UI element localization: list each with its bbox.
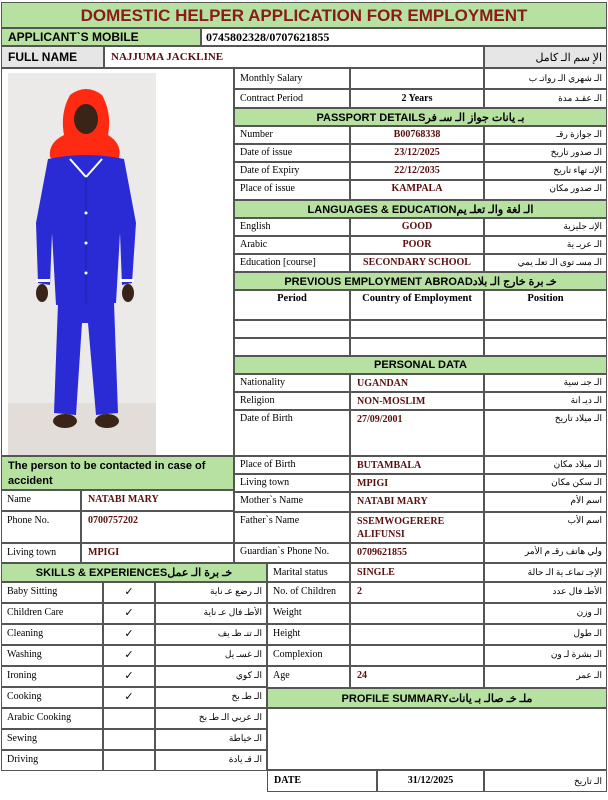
date-label-cell [267,770,377,792]
personal-value-cell [350,512,484,543]
skill-tick-cell [103,750,155,771]
personal-ar-cell [484,512,607,543]
full-name-label-cell [1,46,104,68]
skill-ar: الـ خياطة [228,733,262,743]
status-ar: الـ عمر [576,670,602,680]
passport-value-cell [350,126,484,144]
personal-value: NATABI MARY [357,496,428,507]
skill-label-cell [1,645,103,666]
skill-ar: الـ رضع عـ ناية [210,586,262,596]
skill-ar-cell [155,645,267,666]
contact-label-cell [1,490,81,511]
passport-label-cell [234,162,350,180]
skills-title: SKILLS & EXPERIENCESخـ برة الـ عمل [35,567,233,579]
skill-ar-cell [155,666,267,687]
skill-tick-cell [103,645,155,666]
contract-value-cell [350,89,484,108]
skill-ar-cell [155,708,267,729]
status-ar-cell [484,563,607,582]
languages-header [234,200,607,218]
contact-value: NATABI MARY [88,494,159,505]
skill-tick-cell [103,624,155,645]
page-title: DOMESTIC HELPER APPLICATION FOR EMPLOYMENT [80,6,528,25]
mobile-value-cell [201,28,607,46]
personal-value-cell [350,456,484,474]
languages-label-cell [234,218,350,236]
personal-label-cell [234,492,350,512]
personal-label: Mother`s Name [240,495,304,506]
skill-ar-cell [155,603,267,624]
personal-label: Father`s Name [240,515,300,526]
status-ar-cell [484,645,607,666]
date-label: DATE [274,775,302,786]
personal-value-cell [350,374,484,392]
passport-value-cell [350,144,484,162]
contact-label: Phone No. [7,515,50,526]
skill-label: Children Care [7,607,64,618]
status-value-cell [350,645,484,666]
personal-value: NON-MOSLIM [357,396,426,407]
contact-value-cell [81,543,234,563]
personal-label-cell [234,456,350,474]
skill-ar-cell [155,729,267,750]
full-name-label: FULL NAME [8,50,78,64]
status-ar-cell [484,624,607,645]
contact-value-cell [81,490,234,511]
previous-country-header [350,290,484,320]
skill-ar-cell [155,582,267,603]
check-icon: ✓ [124,607,134,619]
previous-title: PREVIOUS EMPLOYMENT ABROADخـ برة خارج الـ بلاد [284,276,557,288]
contract-ar-cell [484,89,607,108]
contact-value: 0700757202 [88,515,138,526]
personal-label-cell [234,512,350,543]
skill-label: Driving [7,754,39,765]
skill-ar: الـ كوي [235,670,262,680]
previous-header [234,272,607,290]
status-ar: الأطـ فال عدد [552,586,602,596]
skill-ar: الـ غسـ يل [224,649,262,659]
passport-title-ar: بـ يانات جواز الـ سـ فر [425,112,525,124]
personal-label-cell [234,410,350,456]
personal-value-cell [350,543,484,563]
status-label-cell [267,603,350,624]
position-heading: Position [527,293,564,304]
status-label-cell [267,563,350,582]
status-ar-cell [484,603,607,624]
skill-label-cell [1,708,103,729]
contact-label: Name [7,494,31,505]
status-ar-cell [484,582,607,603]
personal-label: Place of Birth [240,459,296,470]
contract-label-cell [234,89,350,108]
personal-ar-cell [484,474,607,492]
personal-ar-cell [484,543,607,563]
status-ar: الـ بشرة لـ ون [550,649,602,659]
passport-ar: الـ صدور مكان [549,183,602,193]
personal-value: 27/09/2001 [357,414,403,425]
skill-label-cell [1,729,103,750]
skill-label: Ironing [7,670,37,681]
languages-value-cell [350,254,484,272]
personal-ar-cell [484,392,607,410]
personal-value-cell [350,392,484,410]
previous-empty-cell [484,338,607,356]
languages-value: GOOD [401,221,433,232]
personal-ar-cell [484,456,607,474]
skills-header [1,563,267,582]
skill-ar: الأطـ فال عـ ناية [203,607,262,617]
passport-label-cell [234,180,350,200]
passport-title: PASSPORT DETAILSبـ يانات جواز الـ سـ فر [316,112,525,124]
skill-ar: الـ قـ يادة [228,754,262,764]
personal-value: 0709621855 [357,547,407,558]
personal-label: Nationality [240,377,285,388]
passport-label: Number [240,129,273,140]
skill-tick-cell [103,603,155,624]
contact-value: MPIGI [88,547,120,558]
full-name-value-cell [104,46,484,68]
skill-label: Arabic Cooking [7,712,72,723]
passport-label: Date of Expiry [240,165,300,176]
personal-value: MPIGI [357,478,389,489]
passport-ar-cell [484,126,607,144]
passport-label: Place of issue [240,183,295,194]
languages-value: POOR [402,239,432,250]
contact-value-cell [81,511,234,543]
skill-label: Sewing [7,733,37,744]
check-icon: ✓ [124,691,134,703]
personal-ar-cell [484,410,607,456]
personal-ar: الـ ديـ انة [570,395,602,405]
personal-ar-cell [484,492,607,512]
status-ar-cell [484,666,607,688]
languages-title-ar: الـ لغة والـ تعلـ يم [456,204,534,216]
personal-value: SSEMWOGERERE ALIFUNSI [357,516,445,540]
date-ar: الـ تاريخ [573,776,602,786]
check-icon: ✓ [124,628,134,640]
status-label: Age [273,670,290,681]
title-bar [1,2,607,28]
check-icon: ✓ [124,670,134,682]
passport-ar-cell [484,162,607,180]
full-name-ar-cell [484,46,607,68]
languages-ar-cell [484,254,607,272]
profile-summary-body [267,708,607,770]
personal-ar: الـ جنـ سية [563,377,602,387]
skill-label: Cleaning [7,628,44,639]
check-icon: ✓ [124,586,134,598]
status-ar: الإجـ تماعـ ية الـ حالة [527,567,602,577]
skill-label: Washing [7,649,42,660]
contact-label-cell [1,543,81,563]
status-label: Complexion [273,649,323,660]
status-value-cell [350,563,484,582]
languages-ar-cell [484,236,607,254]
languages-ar: الإنـ جليزية [563,221,602,231]
skill-label: Baby Sitting [7,586,58,597]
salary-value-cell [350,68,484,89]
passport-ar-cell [484,144,607,162]
contract-value: 2 Years [401,93,433,104]
previous-empty-cell [350,338,484,356]
status-label: No. of Children [273,586,337,597]
date-value-cell [377,770,484,792]
skill-label-cell [1,624,103,645]
personal-label-cell [234,392,350,410]
personal-ar-cell [484,374,607,392]
languages-ar-cell [484,218,607,236]
passport-label-cell [234,144,350,162]
personal-label: Date of Birth [240,413,293,424]
previous-empty-cell [234,338,350,356]
skill-label: Cooking [7,691,42,702]
personal-ar: الـ سكن مكان [551,477,602,487]
skill-ar-cell [155,750,267,771]
languages-ar: الـ مسـ توى الـ تعلـ يمي [517,257,602,267]
previous-empty-cell [234,320,350,338]
personal-ar: الـ ميلاد مكان [553,459,602,469]
previous-period-header [234,290,350,320]
skill-ar-cell [155,687,267,708]
contract-label: Contract Period [240,93,304,104]
skill-tick-cell [103,666,155,687]
passport-value: KAMPALA [391,183,443,194]
status-value: 2 [357,586,362,597]
salary-ar: الـ شهري الـ رواتـ ب [528,73,602,83]
languages-title: LANGUAGES & EDUCATIONالـ لغة والـ تعلـ يم [307,204,534,216]
date-value: 31/12/2025 [407,775,454,786]
status-value: 24 [357,670,367,681]
contact-label: Living town [7,547,57,558]
salary-label-cell [234,68,350,89]
skill-ar-cell [155,624,267,645]
contact-title: The person to be contacted in case of accident [8,460,206,487]
personal-title: PERSONAL DATA [374,359,467,371]
check-icon: ✓ [124,649,134,661]
status-label-cell [267,666,350,688]
photo-cell [1,68,234,456]
personal-label-cell [234,543,350,563]
previous-empty-cell [350,320,484,338]
period-heading: Period [277,293,307,304]
passport-ar-cell [484,180,607,200]
passport-value: 22/12/2035 [394,165,440,176]
skills-title-ar: خـ برة الـ عمل [167,567,233,579]
previous-position-header [484,290,607,320]
passport-value: B00768338 [393,129,441,140]
contract-ar: الـ عقـد مدة [558,93,602,103]
profile-header [267,688,607,708]
mobile-value: 0745802328/0707621855 [206,30,330,44]
contact-label-cell [1,511,81,543]
full-name-value: NAJJUMA JACKLINE [111,51,224,63]
mobile-label-cell [1,28,201,46]
skill-label-cell [1,687,103,708]
status-label-cell [267,582,350,603]
personal-label: Guardian`s Phone No. [240,546,330,557]
skill-label-cell [1,582,103,603]
personal-label-cell [234,474,350,492]
status-value-cell [350,603,484,624]
personal-ar: الـ ميلاد تاريخ [554,413,602,423]
personal-ar: ولي هاتف رقـ م الأمر [524,546,602,556]
languages-value: SECONDARY SCHOOL [363,257,471,268]
passport-header [234,108,607,126]
status-label: Marital status [273,567,328,578]
languages-label-cell [234,254,350,272]
passport-ar: الـ صدور تاريخ [550,147,602,157]
languages-label: Education [course] [240,257,316,268]
mobile-label: APPLICANT`S MOBILE [8,30,139,44]
status-value-cell [350,666,484,688]
personal-ar: اسم الأب [567,515,602,525]
status-label-cell [267,645,350,666]
previous-empty-cell [484,320,607,338]
passport-value-cell [350,180,484,200]
status-label: Weight [273,607,302,618]
languages-label: English [240,221,271,232]
personal-value-cell [350,474,484,492]
skill-label-cell [1,750,103,771]
status-label-cell [267,624,350,645]
personal-value: UGANDAN [357,378,409,389]
passport-ar: الـ جوازة رقـ [556,129,602,139]
status-label: Height [273,628,301,639]
personal-ar: اسم الأم [570,495,602,505]
languages-label-cell [234,236,350,254]
languages-ar: الـ عربـ ية [566,239,602,249]
passport-label-cell [234,126,350,144]
skill-tick-cell [103,582,155,603]
status-ar: الـ وزن [576,607,602,617]
skill-tick-cell [103,687,155,708]
country-heading: Country of Employment [362,293,472,304]
skill-tick-cell [103,729,155,750]
skill-label-cell [1,666,103,687]
status-value-cell [350,624,484,645]
personal-value: BUTAMBALA [357,460,422,471]
passport-label: Date of issue [240,147,293,158]
date-ar-cell [484,770,607,792]
personal-value-cell [350,492,484,512]
languages-value-cell [350,218,484,236]
profile-title: PROFILE SUMMARYملـ خـ صالـ بـ يانات [341,693,533,705]
skill-ar: الـ طـ بخ [231,691,262,701]
personal-label: Living town [240,477,290,488]
languages-value-cell [350,236,484,254]
status-value-cell [350,582,484,603]
skill-ar: الـ تنـ ظـ يف [217,628,262,638]
skill-tick-cell [103,708,155,729]
personal-header [234,356,607,374]
profile-title-ar: ملـ خـ صالـ بـ يانات [448,693,533,705]
languages-label: Arabic [240,239,268,250]
skill-label-cell [1,603,103,624]
personal-value-cell [350,410,484,456]
status-ar: الـ طول [573,628,602,638]
personal-label: Religion [240,395,275,406]
full-name-ar: الإ سم الـ كامل [535,52,602,64]
contact-header [1,456,234,490]
passport-value-cell [350,162,484,180]
salary-ar-cell [484,68,607,89]
applicant-photo [8,73,156,455]
passport-ar: الإنـ تهاء تاريخ [553,165,602,175]
skill-ar: الـ عربي الـ طـ بخ [198,712,262,722]
passport-value: 23/12/2025 [394,147,440,158]
status-value: SINGLE [357,567,395,578]
previous-title-ar: خـ برة خارج الـ بلاد [472,276,557,288]
personal-label-cell [234,374,350,392]
salary-label: Monthly Salary [240,73,303,84]
